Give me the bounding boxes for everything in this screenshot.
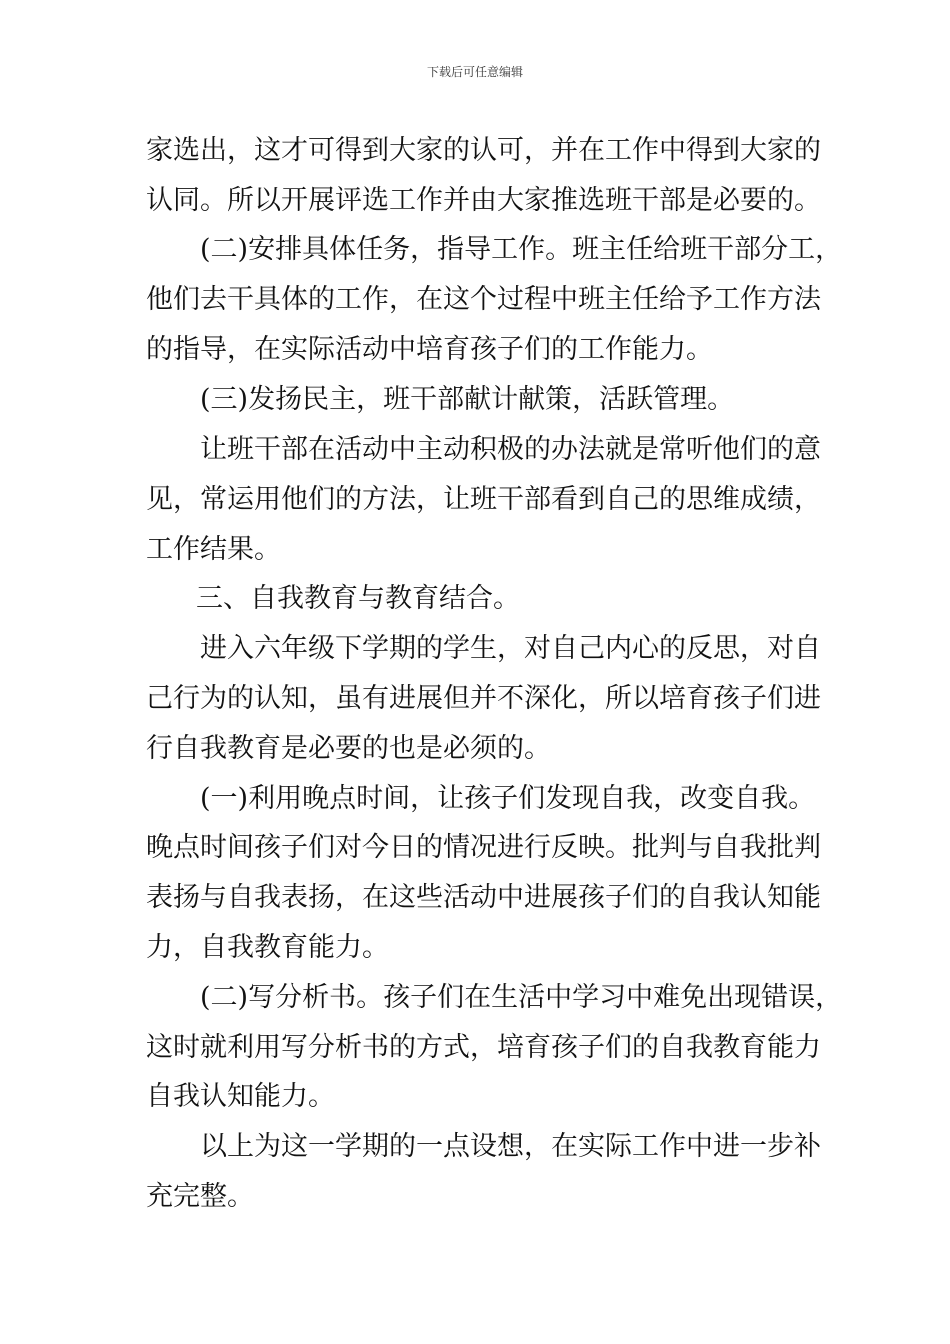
body-line: 这时就利用写分析书的方式，培育孩子们的自我教育能力 xyxy=(146,1032,821,1063)
page-header: 下载后可任意编辑 xyxy=(426,65,523,79)
body-line: 他们去干具体的工作，在这个过程中班主任给予工作方法 xyxy=(146,284,821,315)
body-line: (二)安排具体任务，指导工作。班主任给班干部分工， xyxy=(200,234,843,265)
body-line: 工作结果。 xyxy=(146,534,281,565)
body-line: (三)发扬民主，班干部献计献策，活跃管理。 xyxy=(200,384,735,415)
body-line: (一)利用晚点时间，让孩子们发现自我，改变自我。 xyxy=(200,783,816,814)
body-line: 让班干部在活动中主动积极的办法就是常听他们的意 xyxy=(200,434,821,465)
body-line: 家选出，这才可得到大家的认可，并在工作中得到大家的 xyxy=(146,135,821,166)
body-line: 己行为的认知，虽有进展但并不深化，所以培育孩子们进 xyxy=(146,683,821,714)
body-line: (二)写分析书。孩子们在生活中学习中难免出现错误， xyxy=(200,982,843,1013)
body-line: 充完整。 xyxy=(146,1181,254,1212)
body-line: 进入六年级下学期的学生，对自己内心的反思，对自 xyxy=(200,633,821,664)
body-line: 的指导，在实际活动中培育孩子们的工作能力。 xyxy=(146,334,713,365)
body-line: 三、自我教育与教育结合。 xyxy=(196,583,520,614)
body-line: 自我认知能力。 xyxy=(146,1081,335,1112)
body-line: 表扬与自我表扬，在这些活动中进展孩子们的自我认知能 xyxy=(146,882,821,913)
body-line: 以上为这一学期的一点设想，在实际工作中进一步补 xyxy=(200,1131,821,1162)
body-line: 见，常运用他们的方法，让班干部看到自己的思维成绩， xyxy=(146,484,821,515)
body-line: 认同。所以开展评选工作并由大家推选班干部是必要的。 xyxy=(146,185,821,216)
body-line: 行自我教育是必要的也是必须的。 xyxy=(146,733,551,764)
body-line: 晚点时间孩子们对今日的情况进行反映。批判与自我批判 xyxy=(146,832,821,863)
body-line: 力，自我教育能力。 xyxy=(146,932,389,963)
